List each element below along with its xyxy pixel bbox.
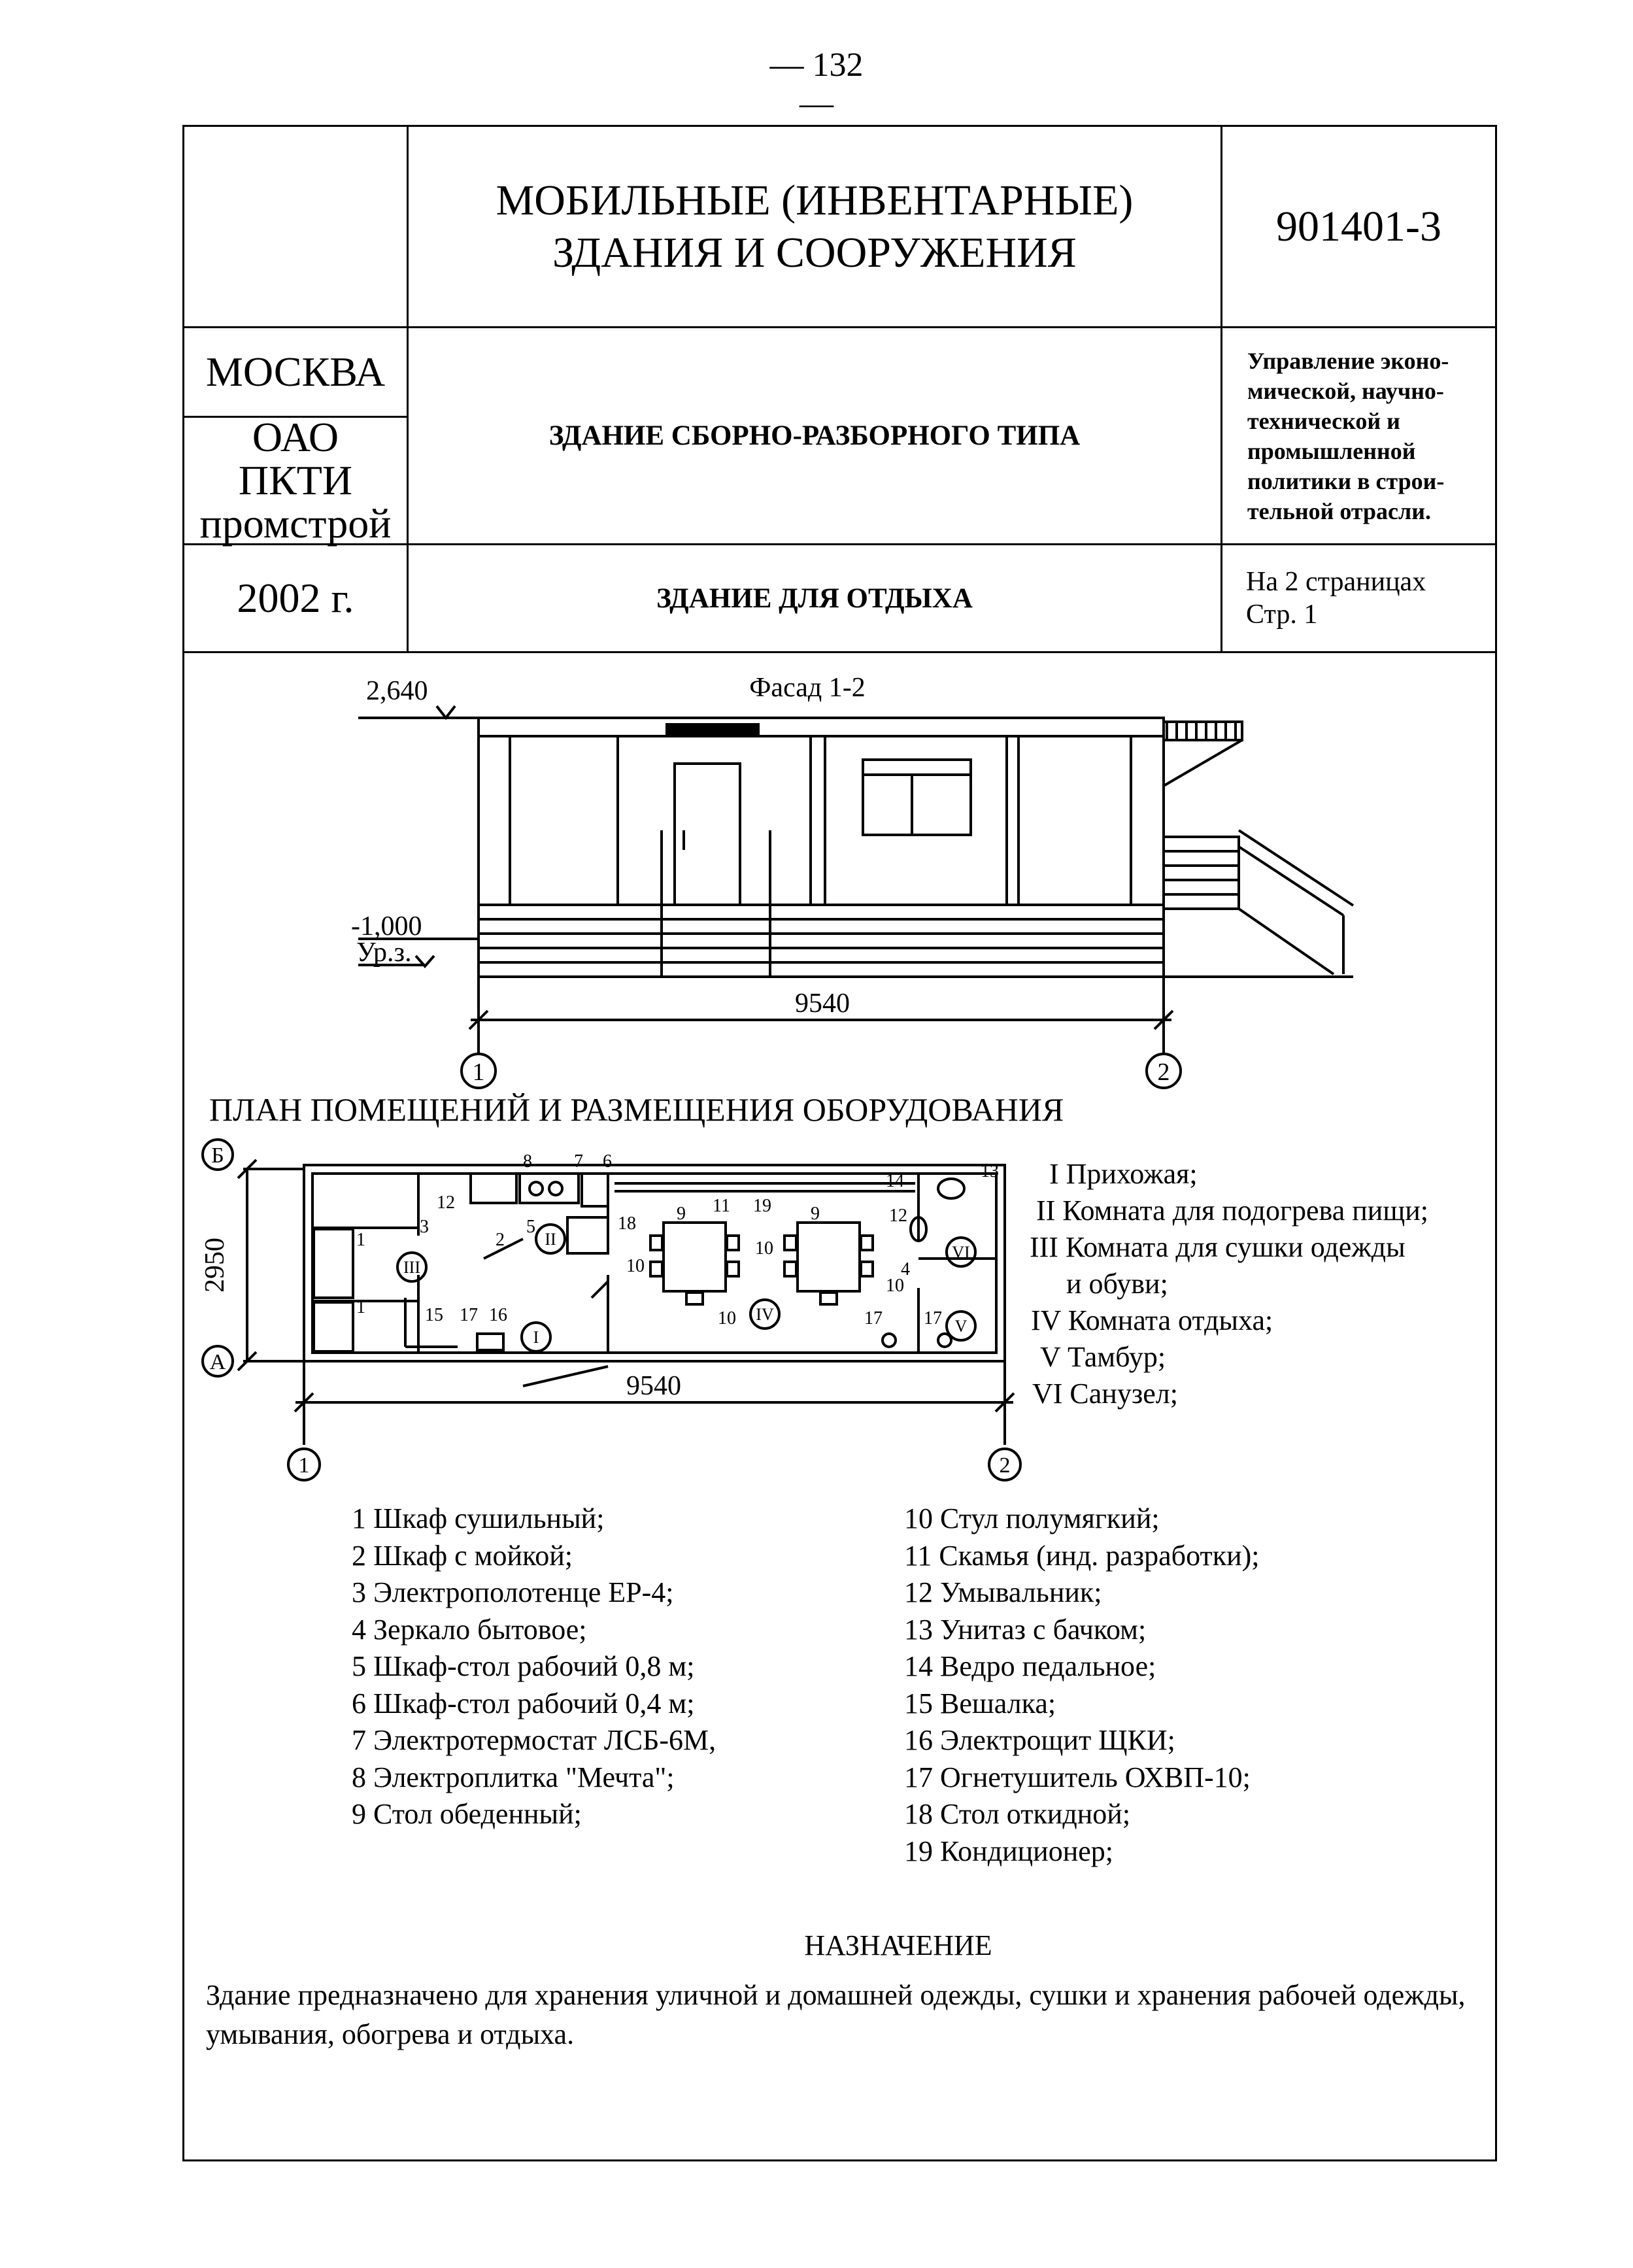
- series-title: МОБИЛЬНЫЕ (ИНВЕНТАРНЫЕ) ЗДАНИЯ И СООРУЖЕНИЯ: [496, 176, 1134, 277]
- room-mark-3: III: [403, 1258, 420, 1277]
- facade-ground-label: Ур.з.: [356, 938, 412, 968]
- callout-1a: 1: [356, 1230, 365, 1250]
- callout-3: 3: [420, 1217, 429, 1237]
- callout-15: 15: [425, 1305, 443, 1325]
- equipment-item: 1 Шкаф сушильный;: [352, 1502, 605, 1534]
- equipment-list-right: [904, 1500, 1260, 1870]
- equipment-list-left: [352, 1500, 716, 1833]
- room-mark-4: IV: [756, 1305, 774, 1324]
- callout-10d: 10: [886, 1276, 904, 1296]
- plan-axis-1: 1: [298, 1453, 310, 1478]
- callout-10c: 10: [718, 1308, 736, 1329]
- city: МОСКВА: [205, 348, 386, 395]
- equipment-item: 14 Ведро педальное;: [904, 1650, 1156, 1682]
- callout-7: 7: [574, 1151, 583, 1172]
- facade-axis-1: 1: [472, 1058, 485, 1086]
- callout-10a: 10: [626, 1256, 645, 1276]
- callout-17b: 17: [864, 1308, 883, 1329]
- callout-11: 11: [713, 1196, 730, 1216]
- facade-mark-bottom: -1,000: [351, 911, 422, 941]
- equipment-item: 16 Электрощит ЩКИ;: [904, 1724, 1175, 1756]
- page-info: На 2 страницах Стр. 1: [1246, 567, 1426, 630]
- equipment-item: 9 Стол обеденный;: [352, 1798, 582, 1830]
- facade-mark-top: 2,640: [366, 676, 428, 706]
- room-mark-5: V: [954, 1317, 968, 1336]
- plan-axis-b: Б: [211, 1143, 224, 1168]
- organization: ОАО ПКТИ промстрой: [199, 414, 392, 547]
- plan-depth-label: 2950: [200, 1238, 230, 1293]
- room-mark-1: I: [533, 1328, 539, 1347]
- equipment-item: 8 Электроплитка "Мечта";: [352, 1761, 675, 1793]
- facade-title: Фасад 1-2: [749, 673, 866, 703]
- facade-axis-2: 2: [1157, 1058, 1170, 1086]
- callout-14: 14: [886, 1171, 904, 1191]
- equipment-item: 19 Кондиционер;: [904, 1835, 1114, 1867]
- callout-4: 4: [901, 1259, 910, 1279]
- room-mark-6: VI: [952, 1243, 970, 1262]
- equipment-item: 18 Стол откидной;: [904, 1798, 1131, 1830]
- callout-2: 2: [496, 1230, 505, 1250]
- callout-16: 16: [489, 1305, 507, 1325]
- room-item: V Тамбур;: [1040, 1341, 1166, 1373]
- callout-17a: 17: [460, 1305, 478, 1325]
- building-type: ЗДАНИЕ СБОРНО-РАЗБОРНОГО ТИПА: [548, 420, 1081, 451]
- equipment-item: 13 Унитаз с бачком;: [904, 1613, 1147, 1646]
- callout-6: 6: [603, 1151, 612, 1172]
- room-item: IV Комната отдыха;: [1031, 1304, 1273, 1336]
- page-number: — 132 —: [769, 46, 864, 122]
- equipment-item: 6 Шкаф-стол рабочий 0,4 м;: [352, 1687, 695, 1719]
- series-code: 901401-3: [1276, 202, 1441, 250]
- plan-width-label: 9540: [626, 1371, 681, 1401]
- callout-13: 13: [981, 1161, 999, 1181]
- plan-title: ПЛАН ПОМЕЩЕНИЙ И РАЗМЕЩЕНИЯ ОБОРУДОВАНИЯ: [209, 1091, 1064, 1128]
- equipment-item: 4 Зеркало бытовое;: [352, 1613, 587, 1646]
- equipment-item: 11 Скамья (инд. разработки);: [904, 1539, 1260, 1572]
- year: 2002 г.: [237, 575, 354, 621]
- room-mark-2: II: [545, 1230, 556, 1249]
- equipment-item: 12 Умывальник;: [904, 1576, 1102, 1608]
- room-item: и обуви;: [1066, 1268, 1168, 1300]
- callout-9a: 9: [677, 1204, 686, 1224]
- callout-12b: 12: [889, 1206, 907, 1226]
- plan-axis-2: 2: [999, 1453, 1011, 1478]
- rooms-legend: [1030, 1156, 1428, 1412]
- equipment-item: 5 Шкаф-стол рабочий 0,8 м;: [352, 1650, 695, 1682]
- purpose-text: Здание предназначено для хранения уличной и домашней одежды, сушки и хранения рабочей одежды, умывания, обогрева и отдыха.: [206, 1979, 1466, 2050]
- callout-10b: 10: [755, 1238, 773, 1259]
- equipment-item: 15 Вешалка;: [904, 1687, 1056, 1719]
- room-item: VI Санузел;: [1032, 1378, 1178, 1410]
- plan-axis-a: А: [209, 1350, 226, 1374]
- equipment-item: 7 Электротермостат ЛСБ-6М,: [352, 1724, 716, 1756]
- callout-12a: 12: [437, 1193, 455, 1213]
- callout-18: 18: [618, 1213, 636, 1234]
- equipment-item: 2 Шкаф с мойкой;: [352, 1539, 573, 1572]
- room-item: I Прихожая;: [1049, 1158, 1198, 1190]
- equipment-item: 17 Огнетушитель ОХВП-10;: [904, 1761, 1251, 1793]
- equipment-item: 10 Стул полумягкий;: [904, 1502, 1160, 1534]
- callout-1b: 1: [356, 1297, 365, 1317]
- callout-17c: 17: [924, 1308, 942, 1329]
- room-item: III Комната для сушки одежды: [1030, 1231, 1406, 1263]
- department: Управление эконо- мической, научно- технической и промышленной политики в строи- тельной отрасли.: [1247, 347, 1449, 524]
- facade-drawing: [358, 706, 1353, 1088]
- purpose-title: НАЗНАЧЕНИЕ: [804, 1929, 992, 1961]
- callout-19: 19: [753, 1196, 771, 1216]
- callout-8: 8: [523, 1151, 532, 1172]
- callout-5: 5: [526, 1217, 535, 1237]
- room-item: II Комната для подогрева пищи;: [1036, 1194, 1428, 1227]
- facade-width-label: 9540: [795, 989, 850, 1019]
- building-name: ЗДАНИЕ ДЛЯ ОТДЫХА: [656, 583, 973, 614]
- callout-9b: 9: [811, 1204, 820, 1224]
- equipment-item: 3 Электрополотенце ЕР-4;: [352, 1576, 674, 1608]
